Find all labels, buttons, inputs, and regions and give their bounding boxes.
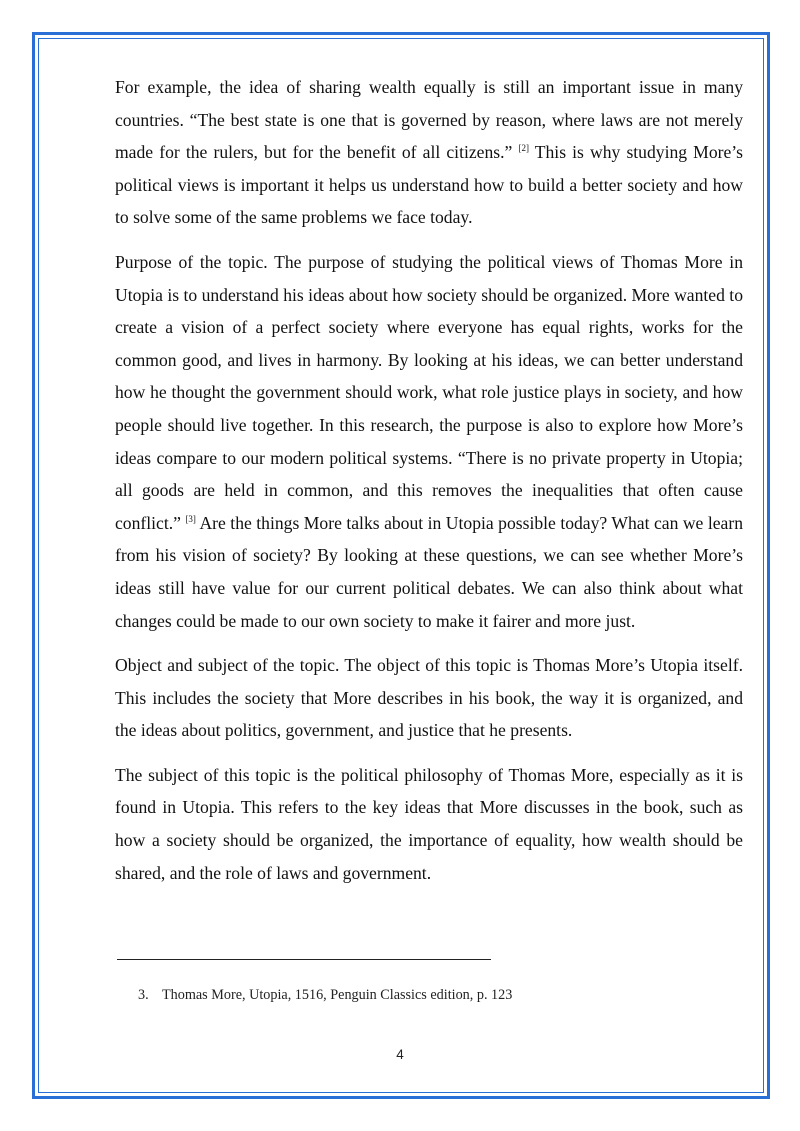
page-number: 4: [396, 1047, 404, 1062]
citation-marker: [2]: [518, 143, 529, 154]
footnote: [138, 987, 512, 1004]
paragraph-text: Are the things More talks about in Utopia possible today? What can we learn from his vision of society? By looking at these questions, we can see whether More’s ideas still have value for our current political debates. We can also think about what changes could be made to our own society to make it fairer and more just.: [115, 512, 744, 631]
paragraph-text: This is why studying More’s political views is important it helps us understand how to build a better society and how to solve some of the same problems we face today.: [115, 142, 744, 228]
footnote-text: Thomas More, Utopia, 1516, Penguin Classics edition, p. 123: [162, 987, 513, 1003]
paragraph-text: For example, the idea of sharing wealth equally is still an important issue in many countries. “The best state is one that is governed by reason, where laws are not merely made for the rulers, but for the benefit of all citizens.”: [115, 77, 743, 163]
paragraph-object: Object and subject of the topic. The object of this topic is Thomas More’s Utopia itself. This includes the society that More describes in his book, the way it is organized, and the ideas about politics, government, and justice that he presents.: [115, 655, 743, 741]
citation-marker: [3]: [185, 513, 196, 524]
body-text: [115, 71, 743, 901]
footnote-number: 3.: [138, 987, 149, 1003]
footnote-separator: [117, 959, 491, 960]
paragraph-example: [115, 71, 743, 234]
paragraph-subject: The subject of this topic is the political philosophy of Thomas More, especially as it is found in Utopia. This refers to the key ideas that More discusses in the book, such as how a society should be organized, the importance of equality, how wealth should be shared, and the role of laws and government.: [115, 764, 743, 883]
paragraph-text: Purpose of the topic. The purpose of studying the political views of Thomas More in Utopia is to understand his ideas about how society should be organized. More wanted to create a vision of a perfect society where everyone has equal rights, works for the common good, and lives in harmony. By looking at his ideas, we can better understand how he thought the government should work, what role justice plays in society, and how people should live together. In this research, the purpose is also to explore how More’s ideas compare to our modern political systems. “There is no private property in Utopia; all goods are held in common, and this removes the inequalities that often cause conflict.”: [115, 251, 743, 533]
paragraph-purpose: [115, 246, 743, 637]
